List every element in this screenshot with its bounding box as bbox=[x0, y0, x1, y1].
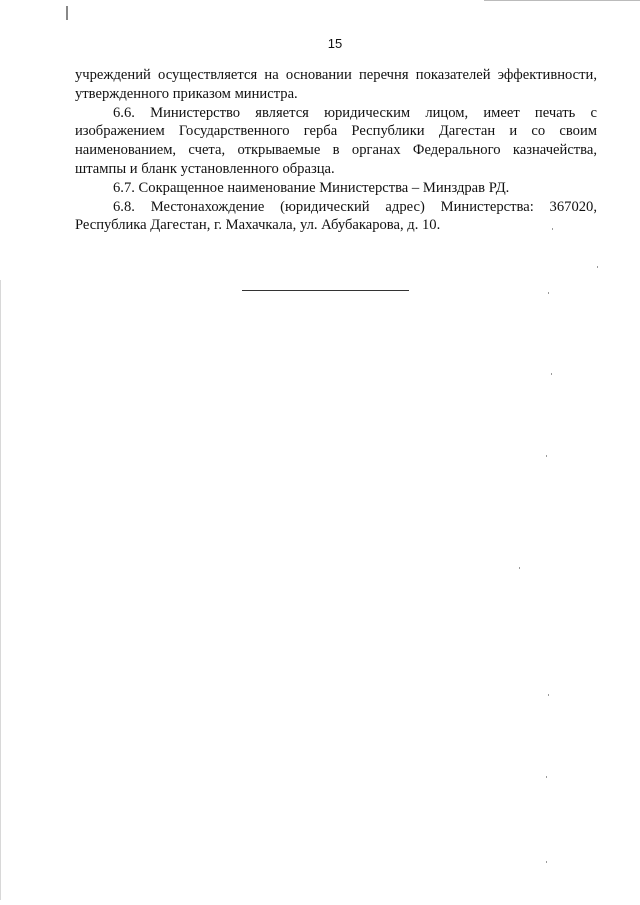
section-divider-line bbox=[242, 290, 409, 291]
scan-artifact bbox=[548, 694, 549, 696]
scan-artifact bbox=[597, 266, 598, 268]
scan-artifact bbox=[546, 861, 547, 863]
scan-artifact bbox=[0, 280, 1, 900]
paragraph-6-8: 6.8. Местонахождение (юридический адрес) Министерства: 367020, Республика Дагестан, г. Махачкала, ул. Абубакарова, д. 10. bbox=[75, 198, 597, 234]
scan-artifact bbox=[66, 6, 68, 20]
scan-artifact bbox=[551, 373, 552, 375]
paragraph-continuation: учреждений осуществляется на основании перечня показателей эффективности, утвержденного приказом министра. bbox=[75, 67, 597, 102]
scan-artifact bbox=[519, 567, 520, 569]
scan-artifact bbox=[546, 455, 547, 457]
paragraph-6-7: 6.7. Сокращенное наименование Министерства – Минздрав РД. bbox=[113, 179, 510, 196]
scan-artifact bbox=[546, 776, 547, 778]
scan-artifact bbox=[484, 0, 640, 1]
page-number: 15 bbox=[327, 36, 343, 51]
scan-artifact bbox=[548, 292, 549, 294]
paragraph-6-6: 6.6. Министерство является юридическим лицом, имеет печать с изображением Государственного герба Республики Дагестан и со своим наименованием, счета, открываемые в органах Федерального казначейства, штампы и бланк установленного образца. bbox=[75, 104, 597, 177]
document-body bbox=[75, 66, 597, 235]
